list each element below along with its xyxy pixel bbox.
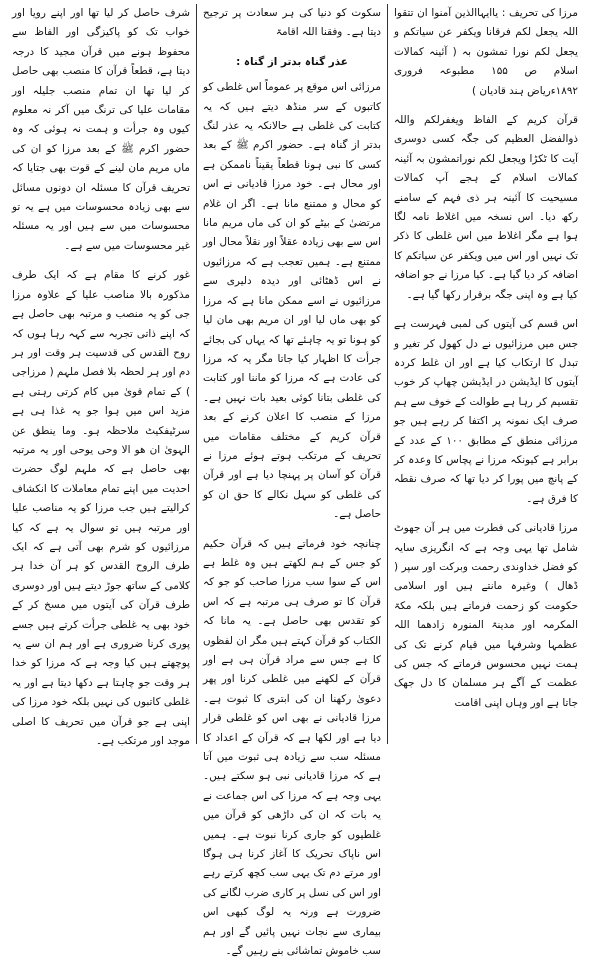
paragraph: مرزا کی تحریف : یاایہاالذین آمنوا ان تتقوا اللہ یجعل لکم فرقانا ویکفر عن سیاتکم و یجعل لکم نورا تمشون بہ ( آئینہ کمالات اسلام ص ۱۵۵ مطبوعہ فروری ۱۸۹۲ءریاض ہند قادیان )	[394, 7, 578, 97]
paragraph: غور کرنے کا مقام ہے کہ ایک طرف مذکورہ بالا مناصب علیا کے علاوہ مرزا جی کو یہ منصب و مرتبہ بھی حاصل ہے کہ اپنے ذاتی تجربہ سے کہہ رہا ہوں کہ روح القدس کی قدسیت ہر وقت اور ہر دم اور ہر لحظہ بلا فصل ملہم ( مرزاجی ) کے تمام قویٰ میں کام کرتی رہتی ہے مزید اس میں ہوا جو یہ غذا ہی ہے سرٹیفکیٹ ملاحظہ ہو۔ وما ینطق عن الہویٰ ان ھو الا وحی یوحی اور یہ مرتبہ بھی حاصل ہے کہ ملہم لوگ حضرت احدیت میں اپنے تمام معاملات کا انکشاف کرالیتے ہیں جب مرزا کو یہ مناصب علیا اور مرتبہ ہیں تو سوال یہ ہے کہ کیا مرزائیوں کو شرم بھی آتی ہے کہ ایک طرف الروح القدس کو ہر آن خدا ہر کلامی کے ساتھ جوڑ دیتے ہیں اور دوسری طرف قرآن کی آیتوں میں مسخ کر کے خود بھی یہ غلطی جرأت کرتے ہیں جسے پوری کرنا ضروری ہے اور ہم ان سے یہ پوچھتے ہیں کیا وجہ ہے کہ مرزا کو خدا ہر وقت جو چاہتا ہے دکھا دیتا ہے اور یہ غلطی کاتبوں کی نہیں بلکہ خود مرزا کی اپنی ہے جو قرآن میں تحریف کا اصلی موجد اور مرتکب ہے۔	[11, 269, 190, 748]
section-heading: عذر گناہ بدتر از گناہ :	[236, 55, 348, 68]
text-column-right	[388, 4, 584, 744]
paragraph: سکوت کو دنیا کی ہر سعادت پر ترجیح دیتا ہے۔ وفقنا اللہ اقامۃ	[203, 7, 381, 39]
paragraph: اس قسم کی آیتوں کی لمبی فہرست ہے جس میں مرزائیوں نے دل کھول کر تغیر و تبدل کا ارتکاب کیا ہے اور ان غلط کردہ آیتوں کا ایڈیشن در ایڈیشن چھاپ کر خوب تقسیم کر رہا ہے طوالت کے خوف سے ہم صرف ایک نمونہ پر اکتفا کر رہے ہیں جو مرزائی منطق کے مطابق ۱۰۰ کے عدد کے برابر ہے کیونکہ مرزا نے پچاس کا وعدہ کر کے پانچ میں پورا کر دیا تھا کہ صرف نقطہ کا فرق ہے۔	[394, 318, 578, 505]
paragraph: قرآن کریم کے الفاظ ویغفرلکم واللہ ذوالفضل العظیم کی جگہ کسی دوسری آیت کا ٹکڑا ویجعل لکم نوراتمشون بہ آئینہ کمالات اسلام کے ہجے آپ کمالات مسیحیت کا آئینہ ہر ذی فہم کے سامنے رکھ دیا۔ اس نسخہ میں اغلاط نامہ لگا ہوا ہے مگر اغلاط میں اس غلطی کا ذکر تک نہیں اور اس میں ویکفر عن سیاتکم کا اضافہ کر دیا گیا ہے۔ کیا مرزا نے جو اضافہ کیا ہے وہ اپنی جگہ برقرار رکھا گیا ہے۔	[394, 114, 578, 301]
paragraph: شرف حاصل کر لیا تھا اور اپنے رویا اور خواب تک کو پاکیزگی اور الفاظ سے محفوظ ہونے میں قرآن مجید کا درجہ دیتا ہے، قطعاً قرآن کا منصب بھی حاصل کر لیا تھا ان تمام منصب جلیلہ اور مقامات علیا کی ترنگ میں آکر نہ معلوم کیوں وہ جرأت و ہمت نہ ہوئی کہ وہ حضور اکرم ﷺ کے بعد مرزا کو ان کی ماں مریم مان لینے کے قوت بھی جتایا کہ تحریف قرآن کا مسئلہ ان دونوں مسائل سے بھی زیادہ محسوسات میں ہے یہ تو محسوسات میں سے ہیں اور یہ مسئلہ غیر محسوسات میں سے ہے۔	[12, 7, 190, 252]
paragraph: چنانچہ خود فرماتے ہیں کہ قرآن حکیم کو جس کے ہم لکھتے ہیں وہ غلط ہے اس کے سوا سب مرزا صاحب کو جو کہ قرآن کا تو صرف ہی مرتبہ ہے کہ اس کو تقدس بھی حاصل ہے۔ یہ مانا کہ الکتاب کو قرآن کہتے ہیں مگر ان لفظوں کا ہے جس سے مراد قرآن ہی ہے اور قرآن کے لکھنے میں غلطی کرنا اور پھر دعویٰ رکھنا ان کی ابتری کا ثبوت ہے۔ مرزا قادیانی نے بھی اس کو غلطی قرار دیا ہے اور لکھا ہے کہ قرآن کے اعداد کا مسئلہ سب سے زیادہ ہی ثبوت میں آتا ہے کہ مرزا قادیانی نبی ہو سکتے ہیں۔ یہی وجہ ہے کہ مرزا کی اس جماعت نے یہ بات کہ ان کی داڑھی کو قرآن میں غلطیوں کو جاری کرنا نبوت ہے۔ ہمیں اس ناپاک تحریک کا آغاز کرنا ہی ہوگا اور مرتے دم تک یہی سب کچھ کرتے رہے اور اس کی نسل پر کاری ضرب لگانے کی ضرورت ہے ورنہ یہ لوگ کبھی اس بیماری سے نجات نہیں پائیں گے اور ہم سب خاموش تماشائی بنے رہیں گے۔	[203, 537, 381, 958]
text-column-left	[6, 4, 196, 748]
paragraph: مرزا قادیانی کی فطرت میں ہر آن جھوٹ شامل تھا یہی وجہ ہے کہ انگریزی سایہ کو فضل خداوندی رحمت وبرکت اور سپر ( ڈھال ) وغیرہ مانتے ہیں اور اسلامی حکومت کو زحمت فرماتے ہیں بلکہ مکۃ المکرمہ اور مدینۃ المنورہ زادھما اللہ عظمہا وشرفہا میں قیام کرنے تک کی ہمت نہیں محسوس فرماتے کہ جس کی عظمت کے آگے ہر مسلمان کا دل جھک جاتا ہے اور وہاں اپنی اقامت	[394, 522, 578, 709]
paragraph: مرزائی اس موقع پر عموماً اس غلطی کو کاتبوں کے سر منڈھ دیتے ہیں کہ یہ کتابت کی غلطی ہے حالانکہ یہ عذر لنگ بدتر از گناہ ہے۔ حضور اکرم ﷺ کے بعد کسی کا نبی ہونا قطعاً یقیناً ناممکن ہے اور محال ہے۔ خود مرزا قادیانی نے اس کو محال و ممتنع مانا ہے۔ اگر ان غلام مرتضیٰ کے بیٹے کو ان کی ماں مریم مانا اس سے بھی زیادہ عقلاً اور نقلاً محال اور ممتنع ہے۔ ہمیں تعجب ہے کہ مرزائیوں نے اس ڈھٹائی اور دیدہ دلیری سے مرزائیوں نے اسے ممکن مانا ہے کہ مرزا کو بھی ماں لیا اور ان مریم بھی مان لیا کو ہونا تو یہ چاہئے تھا کہ یہاں کی بجائے جرأت کا اظہار کیا جاتا مگر یہ کہ مرزا کی عادت ہے کہ مرزا کو ماننا اور کتابت کی غلطی بتانا کوئی بعید بات نہیں ہے۔ مرزا کے منصب کا اعلان کرنے کے بعد قرآن کریم کے مختلف مقامات میں تحریف کے مرتکب ہوتے ہوئے مرزا نے قرآن کو آسان پر پہنچا دیا ہے اور قرآن کی غلطی کو سہل نکالے کا حق ان کو حاصل ہے۔	[203, 81, 381, 521]
text-column-middle	[196, 4, 388, 958]
